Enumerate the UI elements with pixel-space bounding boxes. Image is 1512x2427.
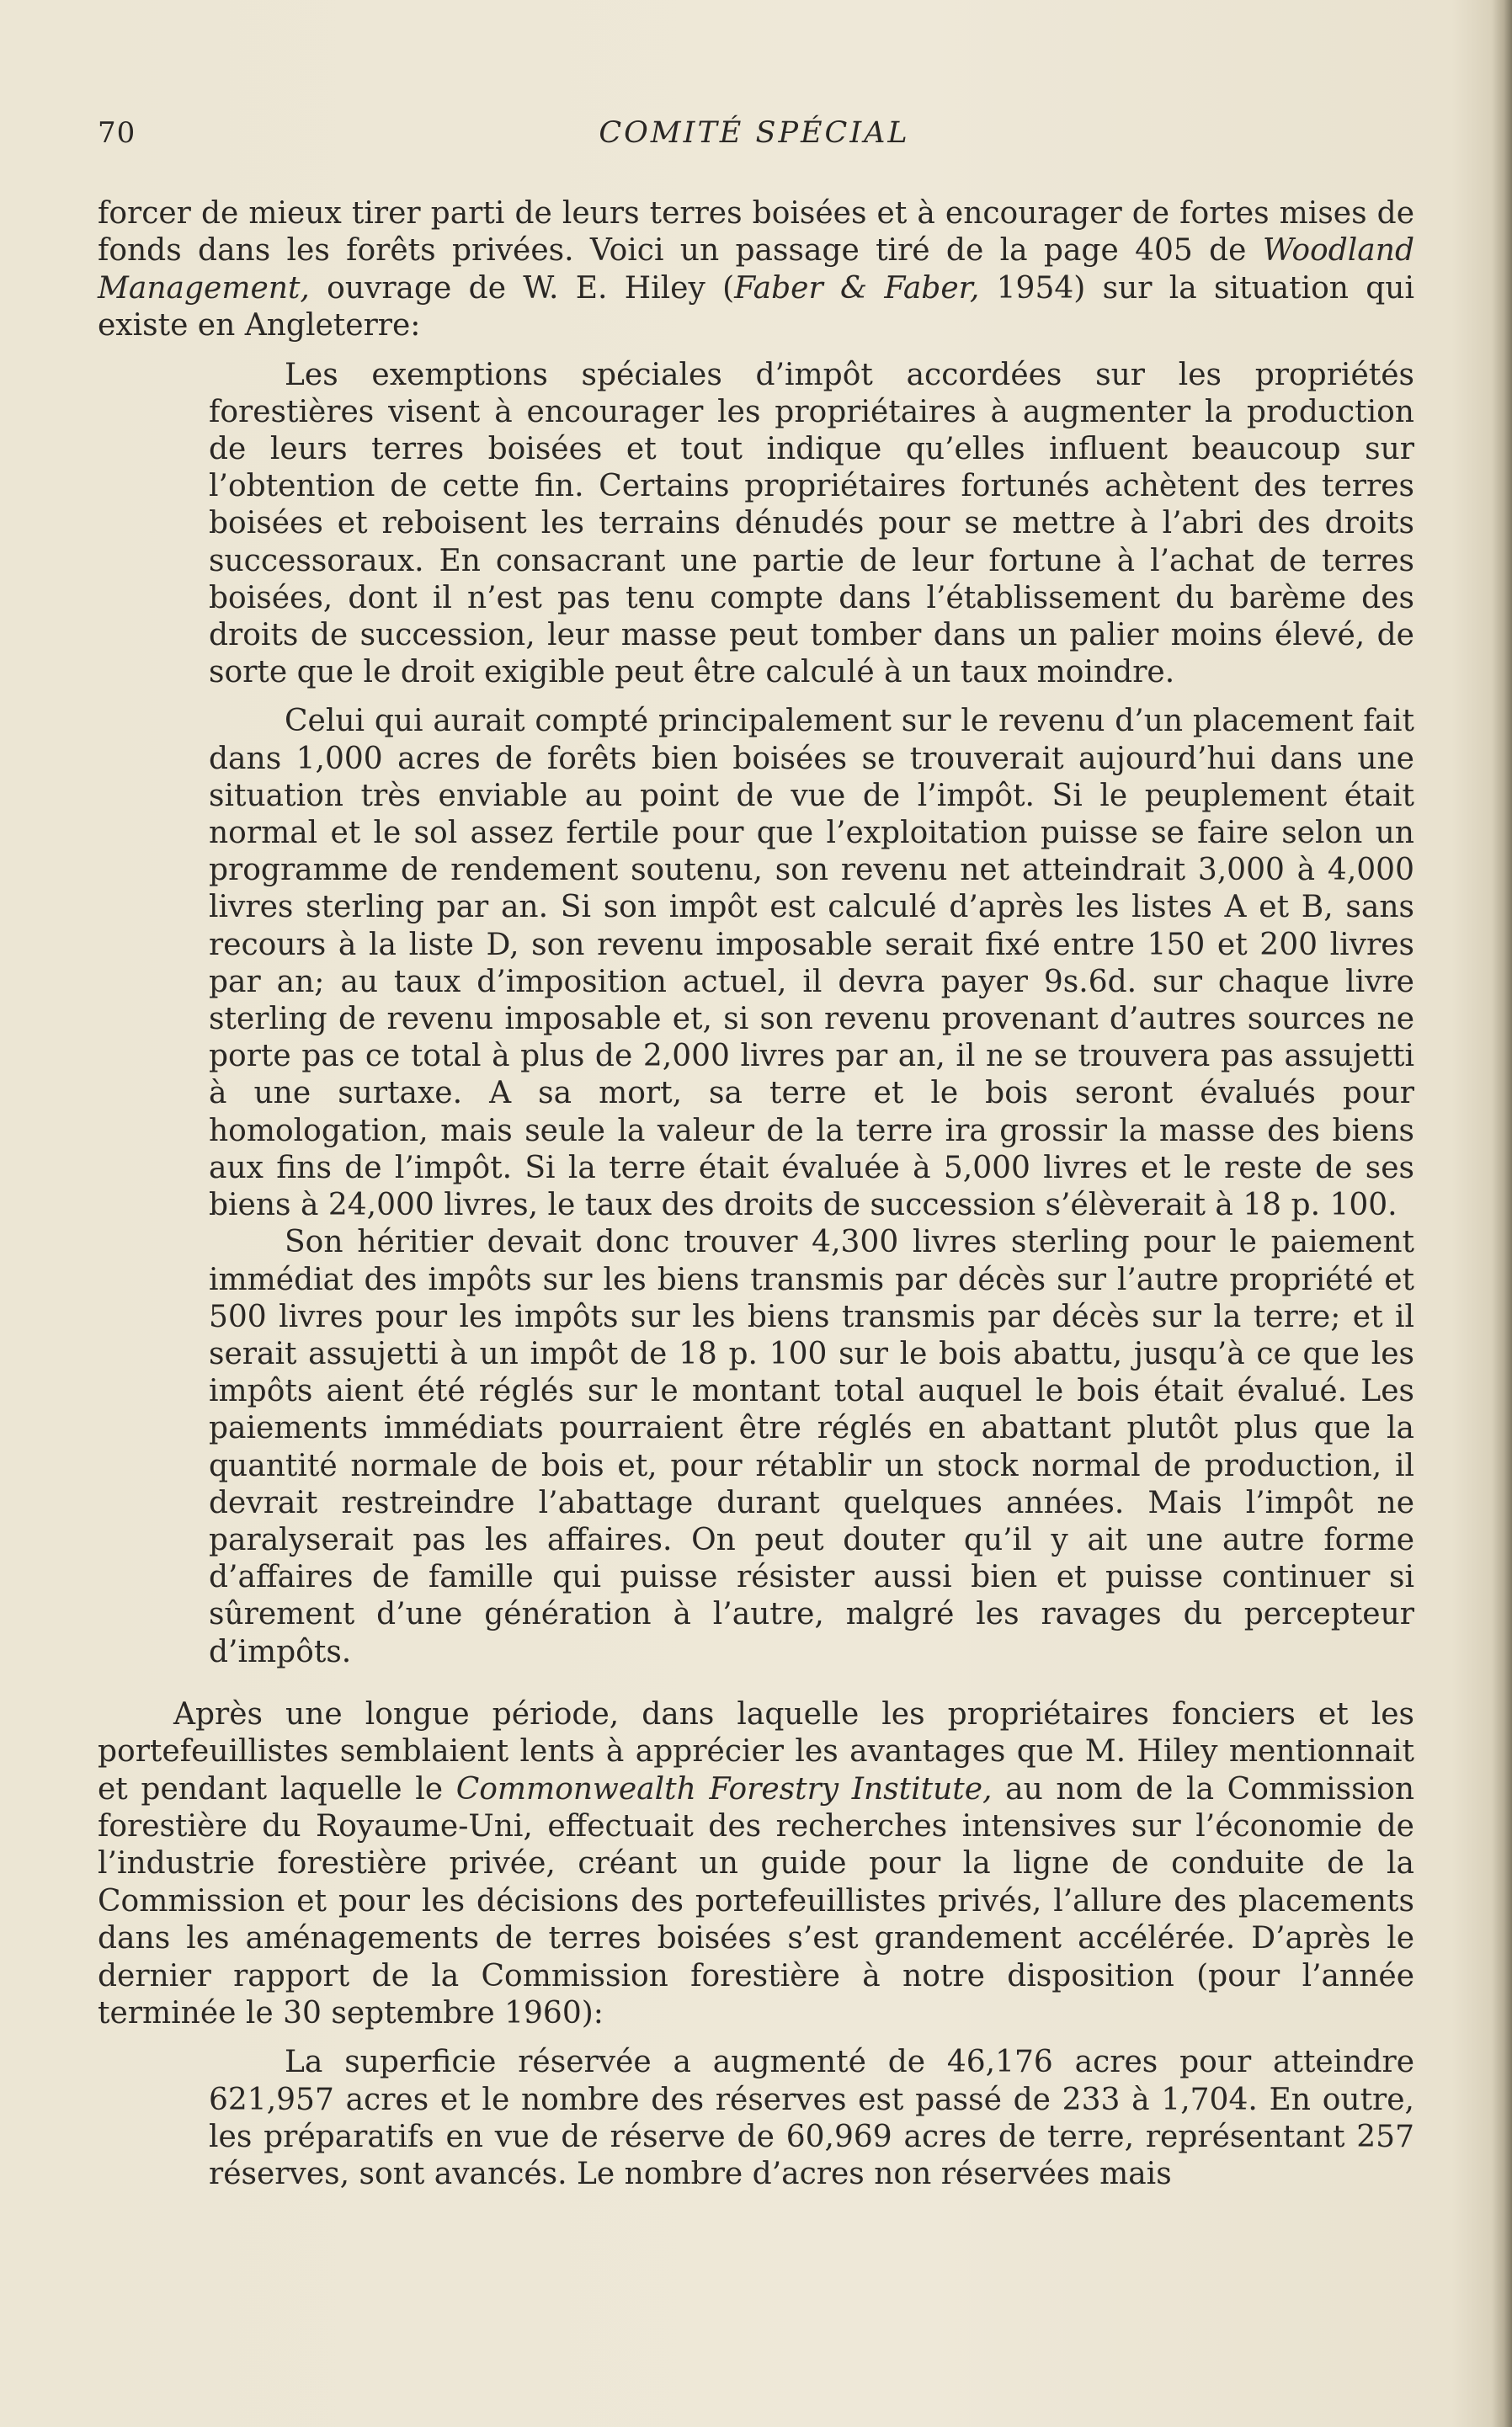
intro-text-1: forcer de mieux tirer parti de leurs terres boisées et à encourager de fortes mises de fonds dans les forêts privées. Voici un passage tiré de la page 405 de (98, 196, 1414, 269)
page-body (98, 195, 1414, 2193)
block-quote-hiley (209, 357, 1414, 1671)
intro-paragraph (98, 195, 1414, 345)
quote-paragraph-2: Celui qui aurait compté principalement sur le revenu d’un placement fait dans 1,000 acres de forêts bien boisées se trouverait aujourd’hui dans une situation très enviable au point de vue de l’impôt. Si le peuplement était normal et le sol assez fertile pour que l’exploitation puisse se faire selon un programme de rendement soutenu, son revenu net atteindrait 3,000 à 4,000 livres sterling par an. Si son impôt est calculé d’après les listes A et B, sans recours à la liste D, son revenu imposable serait fixé entre 150 et 200 livres par an; au taux d’imposition actuel, il devra payer 9s.6d. sur chaque livre sterling de revenu imposable et, si son revenu provenant d’autres sources ne porte pas ce total à plus de 2,000 livres par an, il ne se trouvera pas assujetti à une surtaxe. A sa mort, sa terre et le bois seront évalués pour homologation, mais seule la valeur de la terre ira grossir la masse des biens aux fins de l’impôt. Si la terre était évaluée à 5,000 livres et le reste de ses biens à 24,000 livres, le taux des droits de succession s’élèverait à 18 p. 100. (209, 704, 1414, 1223)
running-head: COMITÉ SPÉCIAL (599, 116, 910, 150)
quote-paragraph-1: Les exemptions spéciales d’impôt accordées sur les propriétés forestières visent à encourager les propriétaires à augmenter la production de leurs terres boisées et tout indique qu’elles influent beaucoup sur l’obtention de cette fin. Certains propriétaires fortunés achètent des terres boisées et reboisent les terrains dénudés pour se mettre à l’abri des droits successoraux. En consacrant une partie de leur fortune à l’achat de terres boisées, dont il n’est pas tenu compte dans l’établissement du barème des droits de succession, leur masse peut tomber dans un palier moins élevé, de sorte que le droit exigible peut être calculé à un taux moindre. (209, 357, 1414, 690)
book-title: Woodland Management, (98, 233, 1414, 306)
intro-text-2: ouvrage de W. E. Hiley ( (309, 270, 735, 306)
institute-name: Commonwealth Forestry Institute, (455, 1771, 993, 1807)
page-header (98, 116, 1411, 158)
page-edge-shadow (1492, 0, 1512, 2427)
para2-text-2: au nom de la Commission forestière du Royaume-Uni, effectuait des recherches intensives sur l’économie de l’industrie forestière privée, créant un guide pour la ligne de conduite de la Commission et pour les décisions des portefeuillistes privés, l’allure des placements dans les aménagements de terres boisées s’est grandement accélérée. D’après le dernier rapport de la Commission forestière à notre disposition (pour l’année terminée le 30 septembre 1960): (98, 1771, 1415, 2030)
para2-text-1: Après une longue période, dans laquelle les propriétaires fonciers et les portefeuillistes semblaient lents à apprécier les avantages que M. Hiley mentionnait et pendant laquelle le (98, 1696, 1414, 1807)
intro-text-3: 1954) sur la situation qui existe en Angleterre: (98, 270, 1414, 343)
quote-paragraph-3: Son héritier devait donc trouver 4,300 livres sterling pour le paiement immédiat des impôts sur les biens transmis par décès sur l’autre propriété et 500 livres pour les impôts sur les biens transmis par décès sur la terre; et il serait assujetti à un impôt de 18 p. 100 sur le bois abattu, jusqu’à ce que les impôts aient été réglés sur le montant total auquel le bois était évalué. Les paiements immédiats pourraient être réglés en abattant plutôt plus que la quantité normale de bois et, pour rétablir un stock normal de production, il devrait restreindre l’abattage durant quelques années. Mais l’impôt ne paralyserait pas les affaires. On peut douter qu’il y ait une autre forme d’affaires de famille qui puisse résister aussi bien et puisse continuer si sûrement d’une génération à l’autre, malgré les ravages du percepteur d’impôts. (209, 1225, 1414, 1669)
page-number: 70 (98, 116, 136, 150)
block-quote-commission-report (209, 2044, 1414, 2193)
report-quote-paragraph: La superficie réservée a augmenté de 46,176 acres pour atteindre 621,957 acres et le nombre des réserves est passé de 233 à 1,704. En outre, les préparatifs en vue de réserve de 60,969 acres de terre, représentant 257 réserves, sont avancés. Le nombre d’acres non réservées mais (209, 2045, 1414, 2191)
body-paragraph-2 (98, 1696, 1414, 2033)
publisher-name: Faber & Faber, (734, 270, 980, 306)
